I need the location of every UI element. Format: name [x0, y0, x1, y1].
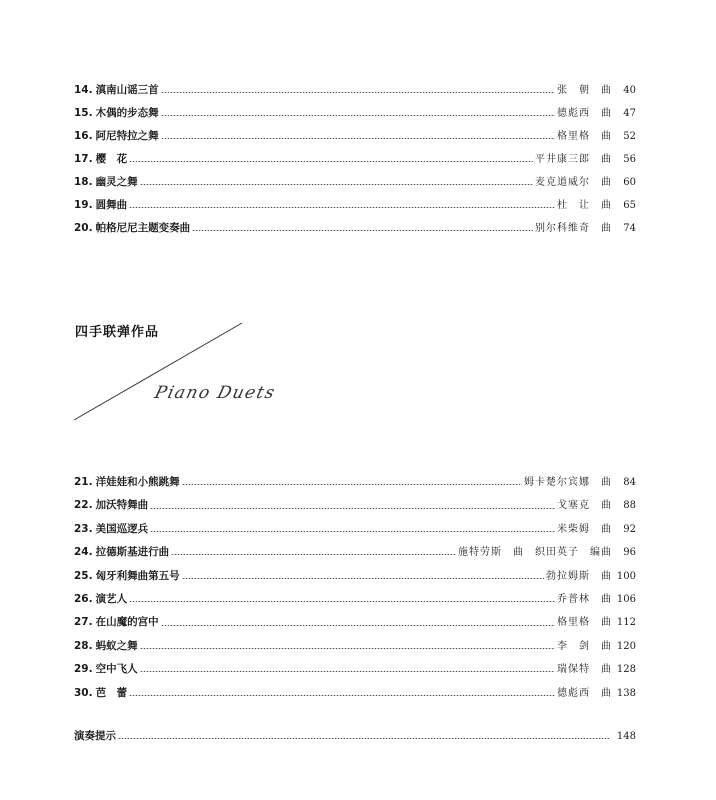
toc-top-list: [74, 79, 636, 240]
entry-number: 22.: [74, 499, 93, 512]
toc-entry[interactable]: [74, 471, 636, 494]
entry-composer: 姆卡楚尔宾娜 曲: [524, 477, 612, 488]
entry-composer: 戈塞克 曲: [557, 500, 612, 512]
entry-page: 74: [623, 223, 636, 234]
toc-entry[interactable]: [74, 518, 636, 541]
entry-composer: 米柴姆 曲: [557, 523, 612, 535]
entry-number: 25.: [74, 569, 93, 582]
entry-composer: 麦克道威尔 曲: [535, 177, 612, 188]
entry-number: 29.: [74, 663, 93, 676]
entry-title: 樱 花: [95, 153, 128, 165]
dot-leader: [182, 484, 522, 485]
entry-number: 26.: [74, 592, 93, 605]
dot-leader: [140, 671, 555, 672]
entry-number: 16.: [74, 130, 93, 142]
entry-page: 60: [623, 177, 636, 188]
entry-title: 滇南山谣三首: [95, 84, 159, 96]
dot-leader: [140, 184, 533, 185]
entry-title: 洋娃娃和小熊跳舞: [95, 476, 180, 488]
dot-leader: [129, 161, 533, 162]
section-heading-four-hands: 四手联弹作品: [75, 325, 160, 340]
entry-title: 帕格尼尼主题变奏曲: [95, 222, 191, 234]
entry-number: 23.: [74, 522, 93, 535]
dot-leader: [161, 138, 555, 139]
entry-page: 88: [623, 500, 636, 512]
entry-page: 106: [616, 593, 636, 605]
entry-page: 128: [616, 664, 636, 676]
toc-entry[interactable]: [74, 635, 636, 658]
entry-composer: 德彪西 曲: [557, 687, 612, 699]
entry-composer: 乔普林 曲: [557, 593, 612, 605]
entry-composer: 格里格 曲: [557, 617, 612, 629]
entry-page: 40: [623, 85, 636, 96]
toc-entry[interactable]: [74, 588, 636, 611]
dot-leader: [161, 92, 555, 93]
entry-title: 在山魔的宫中: [95, 616, 159, 629]
entry-page: 96: [623, 547, 636, 559]
entry-title: 匈牙利舞曲第五号: [95, 569, 180, 582]
entry-composer: 平井康三郎 曲: [535, 154, 612, 165]
dot-leader: [129, 207, 555, 208]
toc-entry[interactable]: [74, 682, 636, 705]
toc-entry[interactable]: [74, 148, 636, 171]
entry-composer: 施特劳斯 曲 织田英子 编曲: [458, 547, 612, 559]
entry-page: 84: [623, 477, 636, 488]
entry-title: 木偶的步态舞: [95, 107, 159, 119]
entry-title: 美国巡逻兵: [95, 522, 149, 535]
toc-tips[interactable]: [74, 725, 636, 748]
entry-number: 27.: [74, 616, 93, 629]
entry-number: 21.: [74, 476, 93, 488]
toc-four-hands-list: [74, 471, 636, 705]
entry-title: 蚂蚁之舞: [95, 639, 138, 652]
entry-page: 112: [616, 617, 636, 629]
dot-leader: [129, 601, 555, 602]
entry-number: 28.: [74, 639, 93, 652]
entry-page: 52: [623, 131, 636, 142]
entry-title: 演艺人: [95, 592, 128, 605]
entry-composer: 勃拉姆斯 曲: [546, 570, 612, 582]
toc-entry[interactable]: [74, 541, 636, 564]
toc-entry[interactable]: [74, 79, 636, 102]
dot-leader: [182, 578, 544, 579]
dot-leader: [118, 738, 610, 739]
toc-entry[interactable]: [74, 611, 636, 634]
entry-number: 17.: [74, 153, 93, 165]
dot-leader: [129, 695, 555, 696]
dot-leader: [171, 554, 456, 555]
entry-page: 148: [616, 731, 636, 742]
entry-page: 56: [623, 154, 636, 165]
entry-title: 幽灵之舞: [95, 176, 138, 188]
entry-title: 圆舞曲: [95, 199, 128, 211]
toc-entry[interactable]: [74, 565, 636, 588]
dot-leader: [161, 625, 555, 626]
entry-composer: 别尔科维奇 曲: [535, 223, 612, 234]
entry-composer: 杜 让 曲: [557, 200, 612, 211]
entry-number: 19.: [74, 199, 93, 211]
dot-leader: [150, 531, 555, 532]
dot-leader: [150, 508, 555, 509]
decorative-diagonal-line: [72, 320, 252, 430]
entry-page: 138: [616, 687, 636, 699]
entry-page: 47: [623, 108, 636, 119]
entry-number: 20.: [74, 222, 93, 234]
entry-title: 阿尼特拉之舞: [95, 130, 159, 142]
entry-number: 14.: [74, 84, 93, 96]
toc-entry[interactable]: [74, 658, 636, 681]
entry-page: 120: [616, 640, 636, 652]
toc-entry-tips[interactable]: [74, 725, 636, 748]
entry-page: 92: [623, 523, 636, 535]
entry-composer: 格里格 曲: [557, 131, 612, 142]
toc-entry[interactable]: [74, 494, 636, 517]
entry-title: 拉德斯基进行曲: [95, 546, 170, 559]
entry-page: 100: [616, 570, 636, 582]
toc-entry[interactable]: [74, 217, 636, 240]
toc-entry[interactable]: [74, 125, 636, 148]
toc-entry[interactable]: [74, 194, 636, 217]
toc-entry[interactable]: [74, 102, 636, 125]
entry-title: 空中飞人: [95, 663, 138, 676]
dot-leader: [161, 115, 555, 116]
entry-number: 30.: [74, 686, 93, 699]
dot-leader: [140, 648, 555, 649]
toc-entry[interactable]: [74, 171, 636, 194]
entry-composer: 德彪西 曲: [557, 108, 612, 119]
entry-number: 24.: [74, 546, 93, 559]
entry-title: 演奏提示: [74, 730, 116, 742]
dot-leader: [192, 230, 533, 231]
entry-title: 芭 蕾: [95, 686, 128, 699]
piano-duets-script: Piano Duets: [152, 383, 278, 403]
entry-page: 65: [623, 200, 636, 211]
entry-composer: 李 剑 曲: [557, 640, 612, 652]
entry-number: 18.: [74, 176, 93, 188]
entry-title: 加沃特舞曲: [95, 499, 149, 512]
entry-composer: 瑞保特 曲: [557, 664, 612, 676]
entry-composer: 张 朝 曲: [557, 85, 612, 96]
entry-number: 15.: [74, 107, 93, 119]
